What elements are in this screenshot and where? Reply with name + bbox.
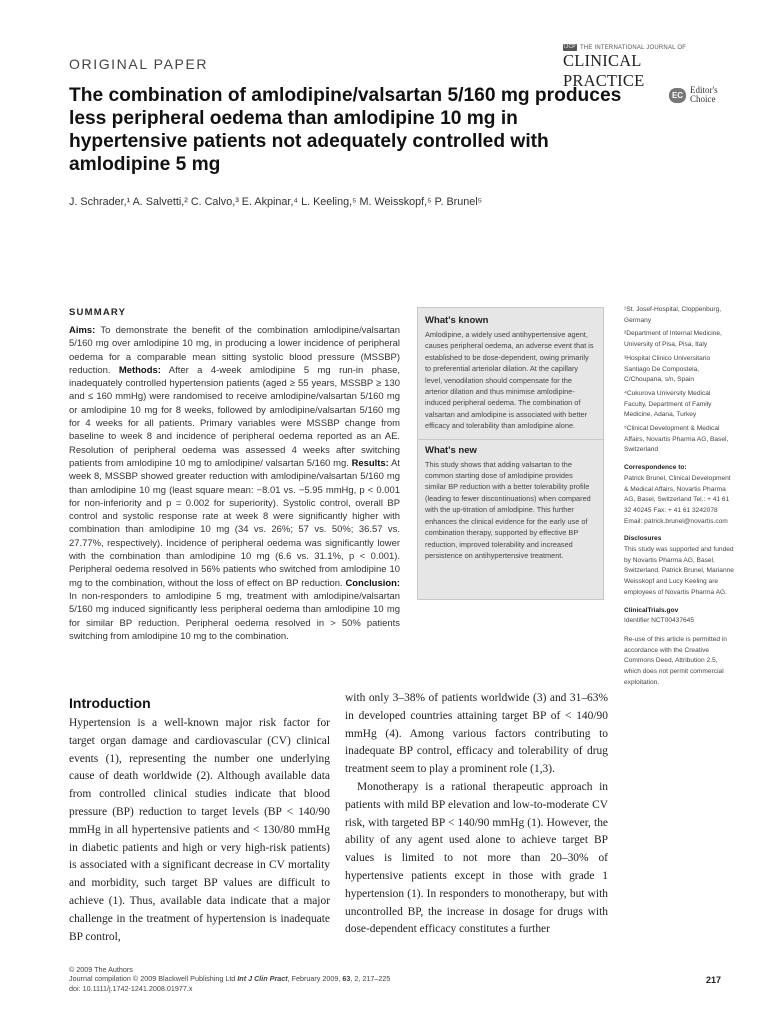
whats-known-text: Amlodipine, a widely used antihypertensive agent, causes peripheral oedema, an adverse event that is established to be dose-dependent, owing primarily to preferential arteriolar dilation. At the capillary level, venodilation should compensate for the arterior dilation and thus minimise amlodipine-induced peripheral oedema. The combination of valsartan and amlodipine is associated with better efficacy and tolerability than amlodipine alone. — [425, 330, 594, 431]
correspondence-text: Patrick Brunel, Clinical Development & Medical Affairs, Novartis Pharma AG, Basel, Switzerland Tel.: + 41 61 32 40245 Fax: + 41 61 3242078 Email: patrick.brunel@novartis.com — [624, 474, 731, 525]
author-list: J. Schrader,¹ A. Salvetti,² C. Calvo,³ E. Akpinar,⁴ L. Keeling,⁵ M. Weisskopf,⁵ P. Brunel⁵ — [69, 196, 483, 208]
copyright-line: © 2009 The Authors — [69, 965, 133, 974]
editors-choice-line1: Editor's — [690, 85, 718, 95]
disclosures-text: This study was supported and funded by Novartis Pharma AG, Basel, Switzerland. Patrick Brunel, Marianne Weisskopf and Lucy Keeling are employees of Novartis Pharma AG. — [624, 546, 734, 596]
whats-known-box — [417, 307, 604, 600]
journal-citation: Journal compilation © 2009 Blackwell Publishing Ltd Int J Clin Pract, February 2009, 63, 2, 217–225 — [69, 974, 391, 984]
summary-text — [69, 324, 400, 643]
journal-name: CLINICAL PRACTICE — [563, 51, 645, 90]
summary-heading: SUMMARY — [69, 307, 127, 318]
intro-paragraph: with only 3–38% of patients worldwide (3) and 31–63% in developed countries attaining target BP of < 140/90 mmHg (4). Among various factors contributing to inadequate BP control, efficacy and tolerability of drug treatment seem to play a prominent role (1,3). — [345, 692, 608, 776]
sidebar — [624, 305, 734, 692]
editors-choice-icon: EC — [669, 88, 686, 103]
editors-choice — [669, 86, 718, 104]
methods-text: After a 4-week amlodipine 5 mg run-in phase, inadequately controlled hypertension patients (aged ≥ 55 years, MSSBP ≥ 130 and ≤ 160 mmHg) were randomised to receive amlodipine/valsartan 5/160 mg or amlodipine 10 mg for 8 weeks, followed by amlodipine/valsartan 5/160 mg for 4 weeks for all patients. Primary variables were MSSBP change from baseline to week 8 and incidence of peripheral oedema reported as an AE. Resolution of peripheral oedema was assessed 4 weeks after switching patients from amlodipine 10 mg to amlodipine/ valsartan 5/160 mg. — [69, 364, 400, 469]
whats-known-heading: What's known — [425, 315, 489, 326]
paper-title: The combination of amlodipine/valsartan 5/160 mg produces less peripheral oedema than amlodipine 10 mg in hypertensive patients not adequately controlled with amlodipine 5 mg — [69, 85, 622, 175]
editors-choice-line2: Choice — [690, 94, 716, 104]
conclusion-label: Conclusion: — [345, 577, 400, 589]
introduction-heading: Introduction — [69, 695, 151, 711]
intro-paragraph: Hypertension is a well-known major risk factor for target organ damage and cardiovascular (CV) clinical events (1), representing the number one underlying cause of death worldwide (2). Although available data from controlled clinical studies indicate that blood pressure (BP) reduction to target levels (BP < 140/90 mmHg in all hypertensive patients and < 130/80 mmHg in diabetic patients and high or very high-risk patients) is associated with a significant decrease in CV mortality and morbidity, such target BP values are difficult to achieve (1). Thus, available data indicate that a major challenge in the treatment of hypertension is inadequate BP control, — [69, 717, 330, 943]
affiliation: ³Hospital Clinico Universitario Santiago De Compostela, C/Choupana, s/n, Spain — [624, 354, 711, 384]
journal-top-line: THE INTERNATIONAL JOURNAL OF — [580, 44, 687, 51]
footer — [69, 965, 390, 993]
affiliation: ¹St. Josef-Hospital, Cloppenburg, Germany — [624, 306, 722, 324]
aims-text: To demonstrate the benefit of the combination amlodipine/valsartan 5/160 mg over amlodipine 10 mg, in producing a lower incidence of peripheral oedema for a comparable mean sitting systolic blood pressure (MSSBP) reduction. — [69, 325, 400, 376]
results-label: Results: — [351, 457, 389, 469]
reuse-text: Re-use of this article is permitted in accordance with the Creative Commons Deed, Attribution 2.5, which does not permit commercial exploitation. — [624, 635, 727, 686]
body-column-1 — [69, 715, 330, 946]
whats-new-heading: What's new — [425, 444, 477, 456]
disclosures-heading: Disclosures — [624, 535, 662, 543]
trials-heading: ClinicalTrials.gov — [624, 606, 679, 614]
affiliation: ⁴Cukurova University Medical Faculty, Department of Family Medicine, Adana, Turkey — [624, 389, 712, 419]
article-type: ORIGINAL PAPER — [69, 56, 209, 72]
trials-identifier: Identifier NCT00437645 — [624, 617, 695, 625]
aims-label: Aims: — [69, 325, 96, 336]
whats-new-text: This study shows that adding valsartan to the common starting dose of amlodipine provides similar BP reduction with a better tolerability profile (leading to fewer discontinuations) when compared with the up-titration of amlodipine. This further enhances the clinical evidence for the early use of combination therapy, supported by effective BP reduction, improved tolerability and increased persistence on antihypertensive treatment. — [425, 459, 591, 560]
correspondence-heading: Correspondence to: — [624, 464, 687, 472]
body-column-2 — [345, 690, 608, 939]
box-divider — [418, 439, 603, 440]
affiliation: ²Department of Internal Medicine, University of Pisa, Pisa, Italy — [624, 330, 722, 349]
results-text: At week 8, MSSBP showed greater reduction with amlodipine/valsartan 5/160 mg than amlodipine 10 mg (least square mean: −8.01 vs. −5.95 mmHg, p < 0.001 for non-inferiority and p = 0.002 for superiority). Systolic control, overall BP control and systolic response rate at week 8 were significantly higher with combination than amlodipine 10 mg (34 vs. 26%; 57 vs. 50%; 36.57 vs. 27.77%, respectively). Incidence of peripheral oedema was significantly lower with the combination than amlodipine 10 mg (6.6 vs. 31.1%, p < 0.001). Peripheral oedema resolved in 56% patients who switched from amlodipine 10 mg to the combination, without the loss of effect on BP reduction. — [69, 457, 400, 589]
methods-label: Methods: — [118, 364, 161, 376]
intro-paragraph: Monotherapy is a rational therapeutic approach in patients with mild BP elevation and low-to-moderate CV risk, with targeted BP < 140/90 mmHg (1). However, the ability of any agent used alone to achieve target BP values is limited to not more than 20–30% of hypertensive patients except in those with grade 1 hypertension (1). In responders to monotherapy, but with uncontrolled BP, the increase in dosage for drugs with dose-dependent efficacy constitutes a further — [345, 780, 608, 936]
conclusion-text: In non-responders to amlodipine 5 mg, treatment with amlodipine/valsartan 5/160 mg induced significantly less peripheral oedema than amlodipine 10 mg for similar BP reduction. Peripheral oedema resolved in > 50% patients switching from amlodipine 10 mg to the combination. — [69, 590, 400, 642]
doi-line: doi: 10.1111/j.1742-1241.2008.01977.x — [69, 983, 193, 993]
page-number: 217 — [706, 975, 722, 985]
affiliation: ⁵Clinical Development & Medical Affairs, Novartis Pharma AG, Basel, Switzerland — [624, 425, 729, 454]
journal-badge: IJCP — [564, 44, 576, 50]
